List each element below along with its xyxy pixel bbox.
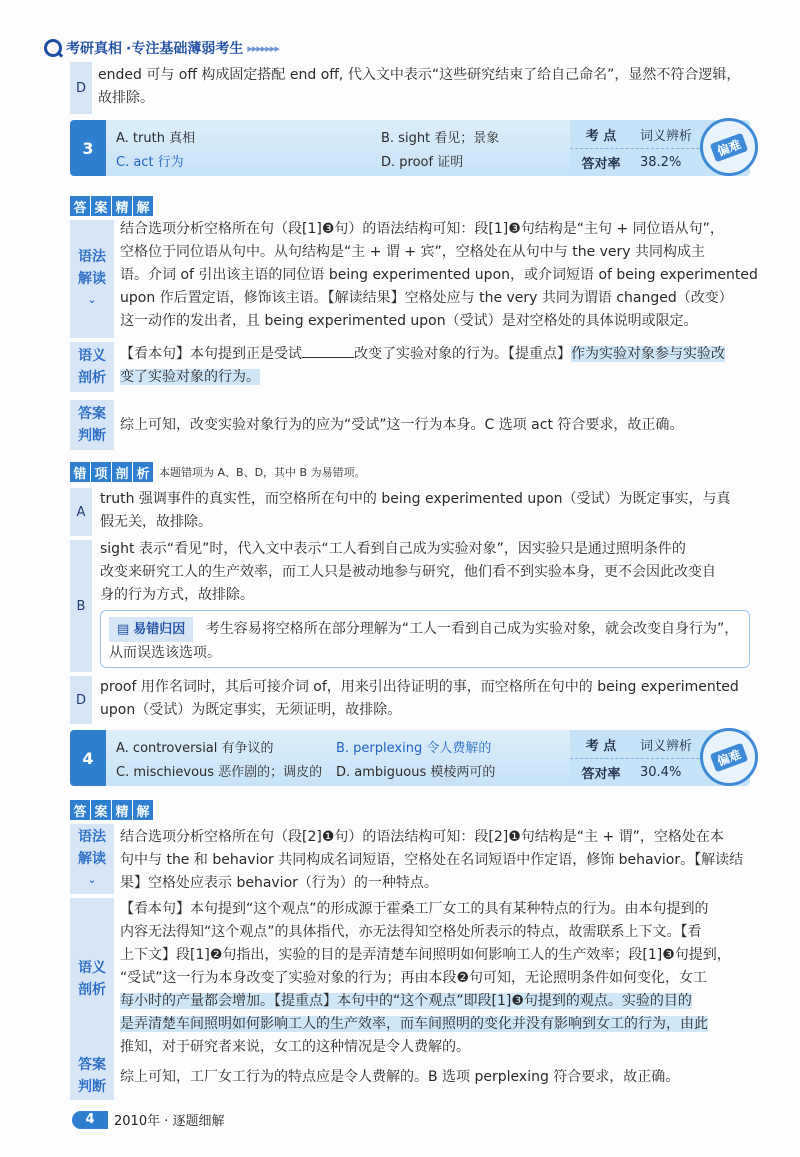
brand-slogan: ·专注基础薄弱考生 <box>126 41 244 57</box>
q4-option-c: C. mischievous 恶作剧的；调皮的 <box>116 765 323 780</box>
stat-label-topic: 考 点 <box>585 128 617 144</box>
semantic-label: 语义 剖析 <box>70 342 114 392</box>
search-logo-icon <box>44 39 62 57</box>
option-d-explanation: ended 可与 off 构成固定搭配 end off, 代入文中表示“这些研究结束了给自己命名”，显然不符合逻辑， 故排除。 <box>98 67 741 106</box>
wrong-options-title: 错 项 剖 析 <box>70 462 153 482</box>
q4-judgement-label: 答案 判断 <box>70 1052 114 1100</box>
option-letter-b: B <box>70 540 92 672</box>
stat-label-accuracy: 答对率 <box>581 156 621 172</box>
option-d-wrong-explanation: proof 用作名词时，其后可接介词 of，用来引出待证明的事，而空格所在句中的 being experimented upon（受试）为既定事实，无须证明，故排除。 <box>100 679 739 718</box>
brand-name: 考研真相 <box>66 41 122 57</box>
q4-grammar-label: 语法 解读 ⌄ <box>70 824 114 894</box>
q4-option-a: A. controversial 有争议的 <box>116 741 274 756</box>
grammar-label: 语法 解读 ⌄ <box>70 220 114 338</box>
question-4-bar <box>70 730 750 786</box>
q4-stat-value-accuracy: 30.4% <box>640 764 682 780</box>
wrong-options-note: 本题错项为 A、B、D，其中 B 为易错项。 <box>159 466 366 479</box>
q4-stat-label-accuracy: 答对率 <box>581 766 621 782</box>
footer-title: 2010年 · 逐题细解 <box>114 1114 225 1129</box>
option-letter-d: D <box>70 62 92 114</box>
option-d: D. proof 证明 <box>381 155 464 170</box>
q4-answer-judgement: 综上可知，工厂女工行为的特点应是令人费解的。B 选项 perplexing 符合要求，故正确。 <box>120 1069 680 1085</box>
q4-semantic-label: 语义 剖析 <box>70 898 114 1060</box>
option-c-correct: C. act 行为 <box>116 155 184 170</box>
difficulty-badge: 偏难 <box>700 118 758 176</box>
question-number: 3 <box>70 120 106 176</box>
question-options <box>106 120 570 176</box>
q4-difficulty-badge: 偏难 <box>700 728 758 786</box>
q4-option-b-correct: B. perplexing 令人费解的 <box>336 741 492 756</box>
option-b: B. sight 看见；景象 <box>381 131 500 146</box>
option-b-explanation: sight 表示“看见”时，代入文中表示“工人看到自己成为实验对象”，因实验只是通过照明条件的 改变来研究工人的生产效率，而工人只是被动地参与研究，他们看不到实验本身，更不会因此改变自 身的行为方式，故排除。 <box>100 541 716 603</box>
running-header <box>44 38 279 58</box>
stat-value-topic: 词义辨析 <box>640 128 693 144</box>
q4-semantic-analysis: 【看本句】本句提到“这个观点”的形成源于霍桑工厂女工的具有某种特点的行为。由本句提到的 内容无法得知“这个观点”的具体指代，亦无法得知空格处所表示的特点，故需联系上下文。【看 上下文】段[1]❷句指出，实验的目的是弄清楚车间照明如何影响工人的生产效率；段[1]❸句提到， “受试”这一行为本身改变了实验对象的行为；再由本段❷句可知，无论照明条件如何变化，女工 每小时的产量都会增加。【提重点】本句中的“这个观点”即段[1]❸句提到的观点。实验的目的 是弄清楚车间照明如何影响工人的生产效率，而车间照明的变化并没有影响到女工的行为，由此 推知，对于研究者来说，女工的这种情况是令人费解的。 <box>120 901 731 1055</box>
q4-grammar-analysis: 结合选项分析空格所在句（段[2]❶句）的语法结构可知：段[2]❶句结构是“主 + 谓”，空格处在本 句中与 the 和 behavior 共同构成名词短语，空格处在名词短语中作定语，修饰 behavior。【解读结 果】空格处应表示 behavior（行为）的一种特点。 <box>120 829 744 891</box>
q4-stat-label-topic: 考 点 <box>585 738 617 754</box>
q4-stat-value-topic: 词义辨析 <box>640 738 693 754</box>
q4-option-d: D. ambiguous 模棱两可的 <box>336 765 496 780</box>
grammar-analysis: 结合选项分析空格所在句（段[1]❸句）的语法结构可知：段[1]❸句结构是“主句 + 同位语从句”， 空格位于同位语从句中。从句结构是“主 + 谓 + 宾”，空格处在从句中与 the very 共同构成主 语。介词 of 引出该主语的同位语 being experimented upon，或介词短语 of being experimented upon 作后置定语，修饰该主语。【解读结果】空格处应与 the very 共同为谓语 changed（改变） 这一动作的发出者，且 being experimented upon（受试）是对空格处的具体说明或限定。 <box>120 221 758 329</box>
semantic-analysis: 【看本句】本句提到正是受试 改变了实验对象的行为。【提重点】作为实验对象参与实验改 变了实验对象的行为。 <box>120 346 725 385</box>
question-3-bar <box>70 120 750 176</box>
page-footer <box>72 1110 224 1129</box>
stat-value-accuracy: 38.2% <box>640 154 682 170</box>
header-arrows: ▸▸▸▸▸▸▸ <box>247 41 279 55</box>
question-4-options <box>106 730 570 786</box>
option-a: A. truth 真相 <box>116 131 196 146</box>
option-letter-a: A <box>70 488 92 536</box>
judgement-label: 答案 判断 <box>70 400 114 450</box>
option-letter-d-2: D <box>70 676 92 724</box>
answer-judgement: 综上可知，改变实验对象行为的应为“受试”这一行为本身。C 选项 act 符合要求，故正确。 <box>120 417 684 433</box>
error-tip-tag: ▤ 易错归因 <box>109 617 193 642</box>
option-a-explanation: truth 强调事件的真实性，而空格所在句中的 being experimented upon（受试）为既定事实，与真 假无关，故排除。 <box>100 491 731 530</box>
wrong-options-header <box>70 462 366 482</box>
notepad-icon: ▤ <box>117 622 130 637</box>
error-tip-box: ▤ 易错归因 考生容易将空格所在部分理解为“工人一看到自己成为实验对象，就会改变自身行为”， 从而误选该选项。 <box>100 610 750 668</box>
q4-answer-section-title: 答 案 精 解 <box>70 800 153 820</box>
question-number-4: 4 <box>70 730 106 786</box>
answer-section-title: 答 案 精 解 <box>70 196 153 216</box>
page-number: 4 <box>72 1111 108 1129</box>
